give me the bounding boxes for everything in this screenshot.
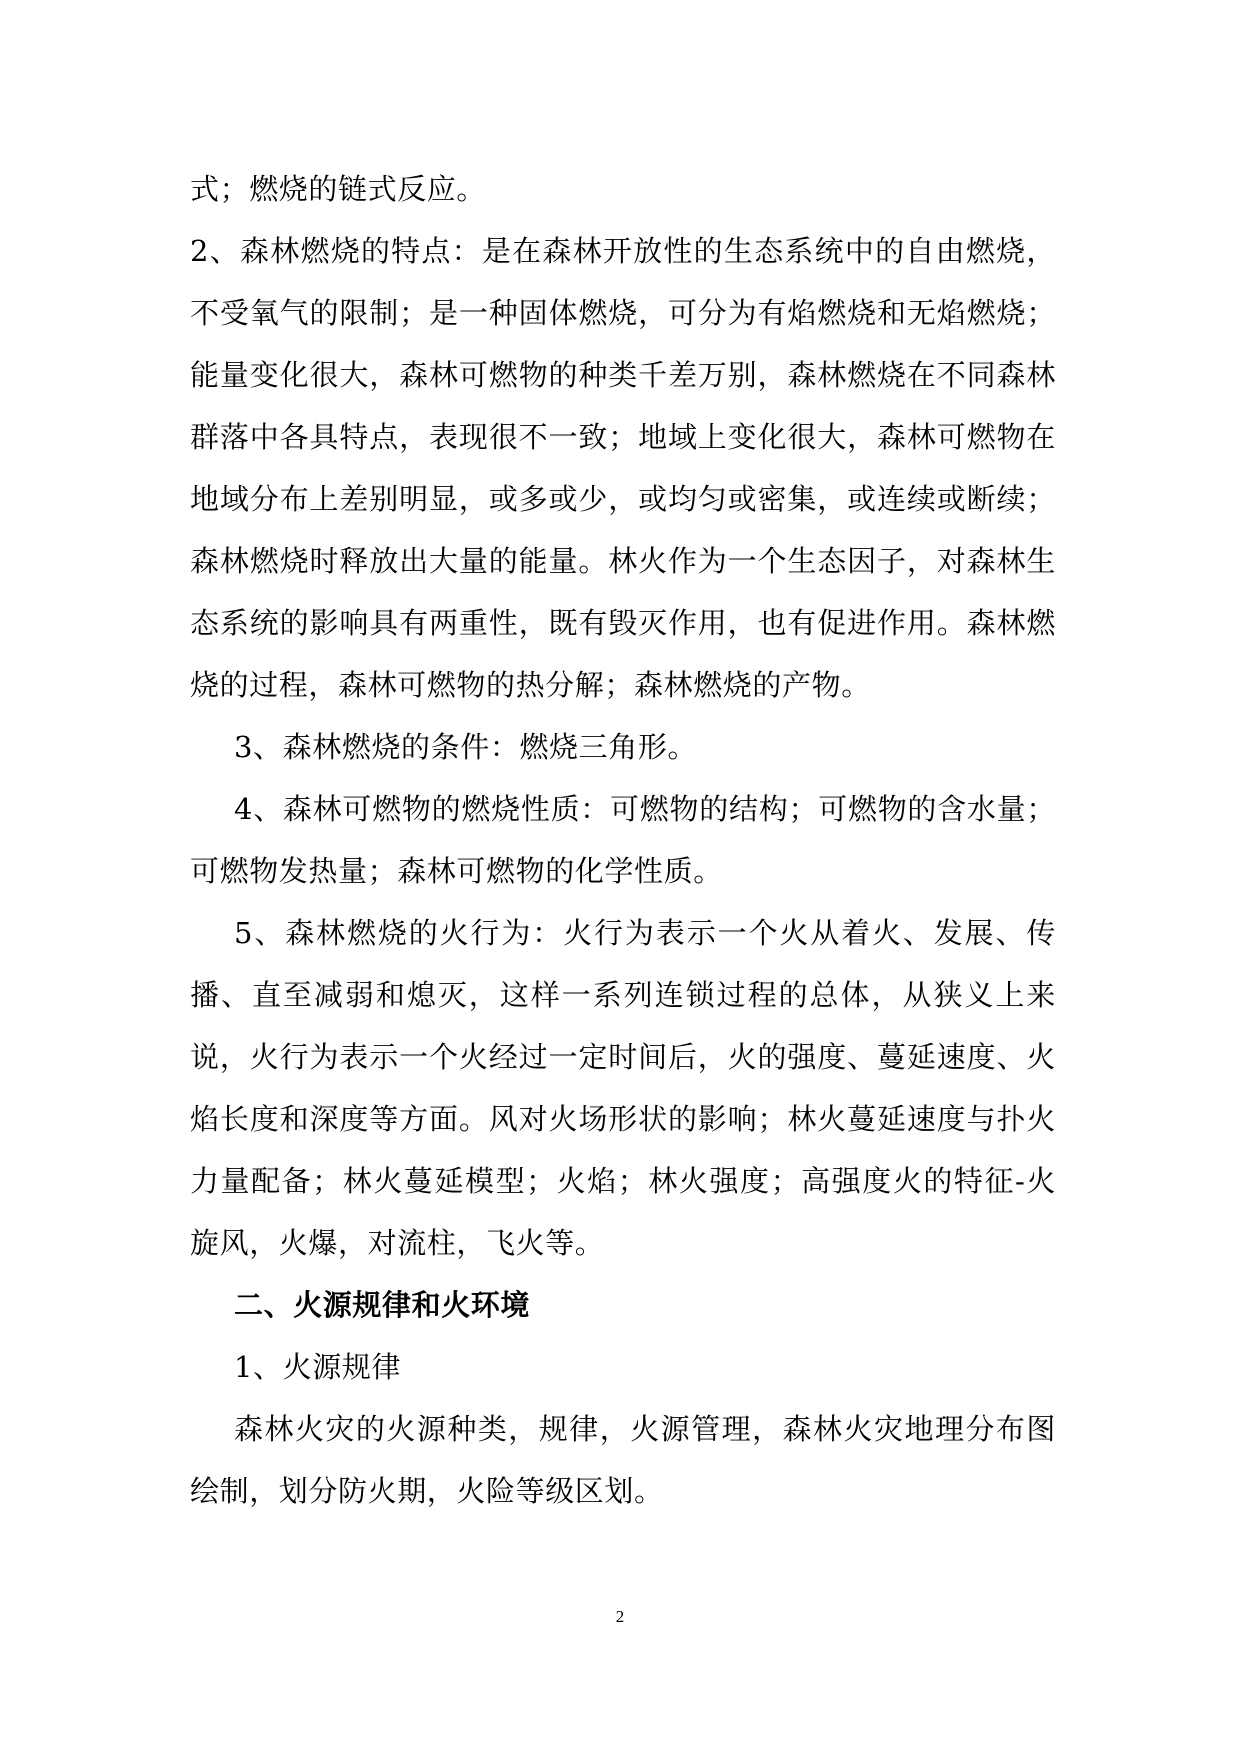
page-body (190, 158, 1056, 1522)
paragraph-fuel-properties: 4、森林可燃物的燃烧性质：可燃物的结构；可燃物的含水量；可燃物发热量；森林可燃物的化学性质。 (190, 792, 1056, 888)
page-number: 2 (615, 1607, 625, 1626)
paragraph-fire-behavior: 5、森林燃烧的火行为：火行为表示一个火从着火、发展、传播、直至减弱和熄灭，这样一系列连锁过程的总体，从狭义上来说，火行为表示一个火经过一定时间后，火的强度、蔓延速度、火焰长度和深度等方面。风对火场形状的影响；林火蔓延速度与扑火力量配备；林火蔓延模型；火焰；林火强度；高强度火的特征-火旋风，火爆，对流柱，飞火等。 (190, 916, 1056, 1260)
subsection-heading: 1、火源规律 (234, 1350, 402, 1384)
paragraph-chain-reaction: 式；燃烧的链式反应。 (190, 172, 487, 206)
paragraph-forest-combustion-characteristics: 2、森林燃烧的特点：是在森林开放性的生态系统中的自由燃烧，不受氧气的限制；是一种固体燃烧，可分为有焰燃烧和无焰燃烧；能量变化很大，森林可燃物的种类千差万别，森林燃烧在不同森林群落中各具特点，表现很不一致；地域上变化很大，森林可燃物在地域分布上差别明显，或多或少，或均匀或密集，或连续或断续；森林燃烧时释放出大量的能量。林火作为一个生态因子，对森林生态系统的影响具有两重性，既有毁灭作用，也有促进作用。森林燃烧的过程，森林可燃物的热分解；森林燃烧的产物。 (190, 234, 1056, 702)
section-heading: 二、火源规律和火环境 (234, 1288, 531, 1322)
paragraph-fire-source-management: 森林火灾的火源种类，规律，火源管理，森林火灾地理分布图绘制，划分防火期，火险等级区划。 (190, 1412, 1056, 1508)
paragraph-combustion-conditions: 3、森林燃烧的条件：燃烧三角形。 (234, 730, 698, 764)
